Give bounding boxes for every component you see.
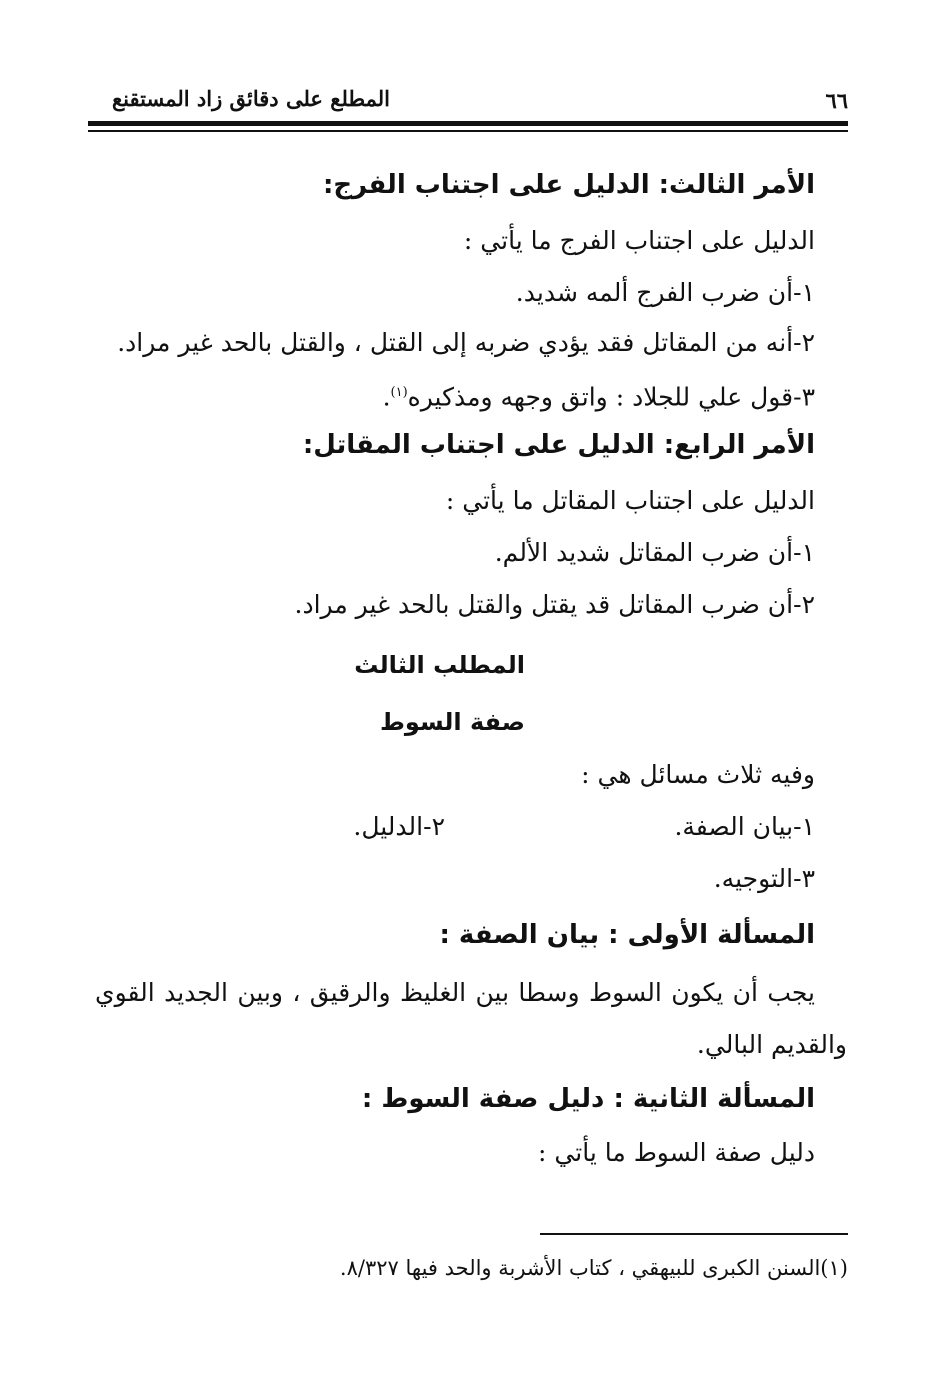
paragraph: دليل صفة السوط ما يأتي : — [538, 1138, 815, 1167]
header-rule-thick — [88, 121, 848, 126]
heading-second-question: المسألة الثانية : دليل صفة السوط : — [361, 1084, 815, 1114]
header-rule-thin — [88, 130, 848, 132]
list-item — [383, 376, 815, 414]
running-header-title: المطلع على دقائق زاد المستقنع — [111, 86, 390, 111]
list-item: ٢-أن ضرب المقاتل قد يقتل والقتل بالحد غير مراد. — [294, 590, 815, 619]
section-subtitle: صفة السوط — [379, 708, 525, 736]
heading-fourth-matter: الأمر الرابع: الدليل على اجتناب المقاتل: — [302, 430, 815, 460]
list-item: ٢-الدليل. — [353, 812, 445, 841]
footnote-reference: (١) — [390, 385, 408, 400]
paragraph: الدليل على اجتناب المقاتل ما يأتي : — [445, 486, 815, 515]
paragraph-line: يجب أن يكون السوط وسطا بين الغليظ والرقيق ، وبين الجديد القوي — [95, 978, 815, 1007]
paragraph: الدليل على اجتناب الفرج ما يأتي : — [463, 226, 815, 255]
list-item: ٣-التوجيه. — [713, 864, 815, 893]
list-item-end: . — [382, 382, 391, 412]
footnote-rule — [540, 1233, 848, 1235]
paragraph: وفيه ثلاث مسائل هي : — [581, 760, 815, 789]
list-item: ١-أن ضرب الفرج ألمه شديد. — [515, 278, 815, 307]
heading-first-question: المسألة الأولى : بيان الصفة : — [439, 920, 815, 950]
page-number: ٦٦ — [825, 88, 848, 113]
heading-third-matter: الأمر الثالث: الدليل على اجتناب الفرج: — [323, 170, 815, 200]
list-item: ٢-أنه من المقاتل فقد يؤدي ضربه إلى القتل ، والقتل بالحد غير مراد. — [117, 328, 815, 357]
list-item: ١-أن ضرب المقاتل شديد الألم. — [494, 538, 815, 567]
list-item-text: ٣-قول علي للجلاد : واتق وجهه ومذكيره — [407, 382, 815, 412]
section-title: المطلب الثالث — [354, 651, 525, 679]
footnote: (١)السنن الكبرى للبيهقي ، كتاب الأشربة والحد فيها ٨/٣٢٧. — [339, 1256, 848, 1280]
list-item: ١-بيان الصفة. — [674, 812, 815, 841]
paragraph-line: والقديم البالي. — [696, 1030, 847, 1059]
